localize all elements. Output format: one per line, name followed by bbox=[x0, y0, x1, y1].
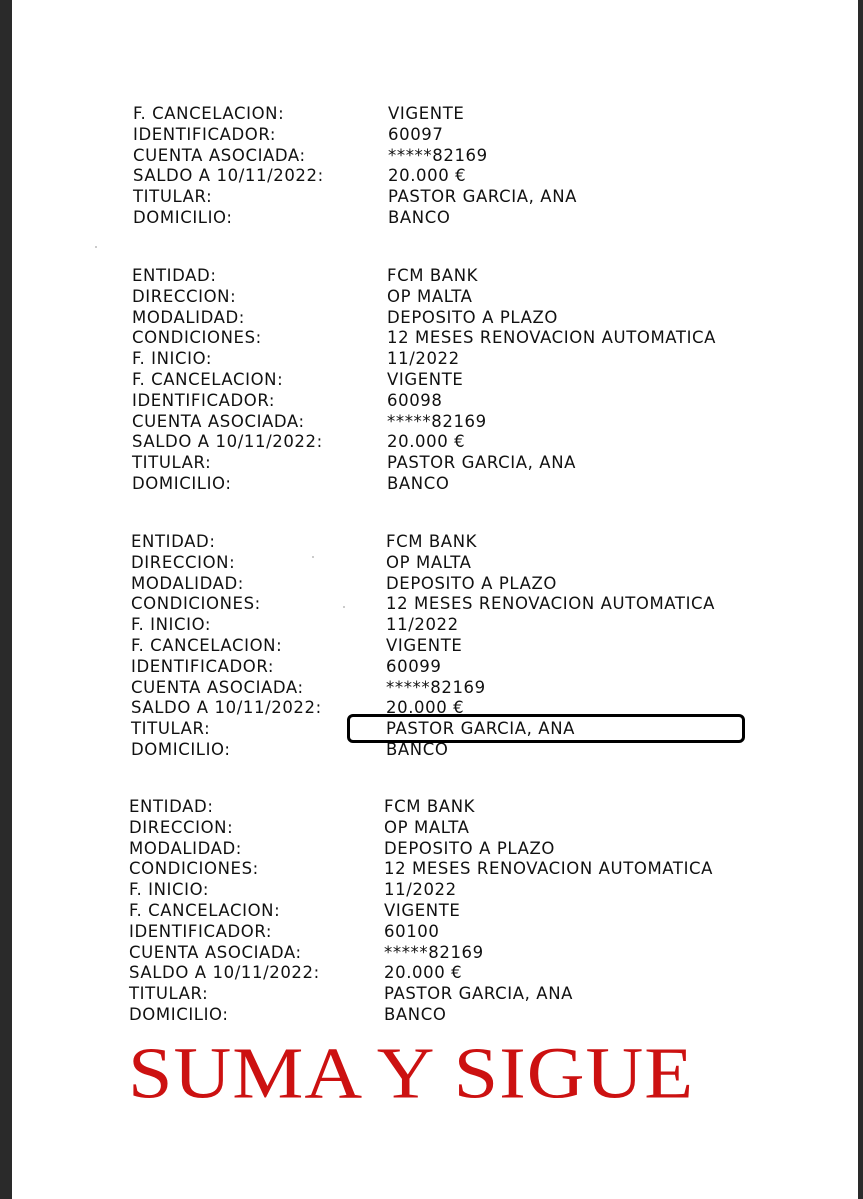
field-value: 12 MESES RENOVACION AUTOMATICA bbox=[386, 594, 716, 614]
field-value: DEPOSITO A PLAZO bbox=[386, 573, 557, 593]
field-label: IDENTIFICADOR: bbox=[129, 921, 273, 941]
field-value: BANCO bbox=[387, 473, 450, 493]
field-value: BANCO bbox=[388, 207, 451, 227]
field-value: 60099 bbox=[386, 656, 442, 676]
field-value: 20.000 € bbox=[384, 963, 463, 983]
field-value: OP MALTA bbox=[387, 286, 473, 306]
field-value: *****82169 bbox=[387, 411, 487, 431]
field-value: 11/2022 bbox=[387, 349, 460, 369]
field-label: F. CANCELACION: bbox=[131, 635, 283, 655]
field-label: MODALIDAD: bbox=[132, 307, 245, 327]
field-value: 11/2022 bbox=[384, 880, 457, 900]
field-label: CUENTA ASOCIADA: bbox=[129, 942, 302, 962]
field-label: F. CANCELACION: bbox=[133, 104, 285, 123]
field-value: OP MALTA bbox=[384, 817, 470, 837]
field-label: SALDO A 10/11/2022: bbox=[129, 963, 320, 983]
field-value: FCM BANK bbox=[387, 266, 479, 285]
page-right-border bbox=[858, 0, 863, 1199]
field-label: ENTIDAD: bbox=[131, 532, 216, 551]
field-value: PASTOR GARCIA, ANA bbox=[386, 719, 576, 739]
field-label: SALDO A 10/11/2022: bbox=[133, 166, 324, 186]
field-label: F. CANCELACION: bbox=[129, 900, 281, 920]
field-label: ENTIDAD: bbox=[132, 266, 217, 285]
field-value: 20.000 € bbox=[388, 166, 467, 186]
field-label: MODALIDAD: bbox=[131, 573, 244, 593]
field-label: TITULAR: bbox=[133, 187, 213, 207]
scan-speck bbox=[95, 246, 97, 248]
field-label: DIRECCION: bbox=[129, 817, 234, 837]
field-label: F. INICIO: bbox=[129, 880, 210, 900]
field-label: F. INICIO: bbox=[132, 349, 213, 369]
field-value: PASTOR GARCIA, ANA bbox=[388, 187, 578, 207]
field-value: 12 MESES RENOVACION AUTOMATICA bbox=[384, 859, 714, 879]
field-value: 60100 bbox=[384, 921, 440, 941]
field-label: IDENTIFICADOR: bbox=[132, 390, 276, 410]
field-label: TITULAR: bbox=[129, 984, 209, 1004]
field-label: ENTIDAD: bbox=[129, 797, 214, 816]
field-label: CONDICIONES: bbox=[129, 859, 259, 879]
field-label: DIRECCION: bbox=[132, 286, 237, 306]
scan-speck bbox=[343, 606, 345, 608]
field-value: VIGENTE bbox=[387, 369, 464, 389]
field-value: DEPOSITO A PLAZO bbox=[387, 307, 558, 327]
field-value: *****82169 bbox=[384, 942, 484, 962]
field-value: 12 MESES RENOVACION AUTOMATICA bbox=[387, 328, 717, 348]
page-left-border bbox=[0, 0, 12, 1199]
field-value: 20.000 € bbox=[386, 698, 465, 718]
field-label: DIRECCION: bbox=[131, 552, 236, 572]
field-value: DEPOSITO A PLAZO bbox=[384, 838, 555, 858]
field-value: BANCO bbox=[386, 739, 449, 759]
field-value: PASTOR GARCIA, ANA bbox=[387, 453, 577, 473]
field-value: OP MALTA bbox=[386, 552, 472, 572]
field-label: F. INICIO: bbox=[131, 615, 212, 635]
field-label: CONDICIONES: bbox=[132, 328, 262, 348]
field-label: TITULAR: bbox=[131, 719, 211, 739]
field-value: VIGENTE bbox=[386, 635, 463, 655]
field-value: PASTOR GARCIA, ANA bbox=[384, 984, 574, 1004]
field-label: DOMICILIO: bbox=[132, 473, 232, 493]
field-label: CUENTA ASOCIADA: bbox=[133, 145, 306, 165]
field-value: 60097 bbox=[388, 124, 444, 144]
field-value: *****82169 bbox=[388, 145, 488, 165]
field-label: DOMICILIO: bbox=[131, 739, 231, 759]
field-value: 20.000 € bbox=[387, 432, 466, 452]
field-label: CUENTA ASOCIADA: bbox=[131, 677, 304, 697]
field-value: VIGENTE bbox=[388, 104, 465, 123]
field-label: IDENTIFICADOR: bbox=[131, 656, 275, 676]
field-value: FCM BANK bbox=[386, 532, 478, 551]
field-label: SALDO A 10/11/2022: bbox=[132, 432, 323, 452]
titular-highlight-box bbox=[347, 714, 745, 743]
field-label: MODALIDAD: bbox=[129, 838, 242, 858]
field-label: TITULAR: bbox=[132, 453, 212, 473]
field-label: SALDO A 10/11/2022: bbox=[131, 698, 322, 718]
field-value: BANCO bbox=[384, 1004, 447, 1024]
field-value: *****82169 bbox=[386, 677, 486, 697]
field-label: IDENTIFICADOR: bbox=[133, 124, 277, 144]
field-label: CONDICIONES: bbox=[131, 594, 261, 614]
field-value: 60098 bbox=[387, 390, 443, 410]
field-label: F. CANCELACION: bbox=[132, 369, 284, 389]
field-label: CUENTA ASOCIADA: bbox=[132, 411, 305, 431]
field-label: DOMICILIO: bbox=[133, 207, 233, 227]
scan-speck bbox=[312, 556, 314, 558]
field-value: VIGENTE bbox=[384, 900, 461, 920]
stamp-text: SUMA Y SIGUE bbox=[128, 1032, 695, 1114]
field-value: FCM BANK bbox=[384, 797, 476, 816]
field-label: DOMICILIO: bbox=[129, 1004, 229, 1024]
field-value: 11/2022 bbox=[386, 615, 459, 635]
